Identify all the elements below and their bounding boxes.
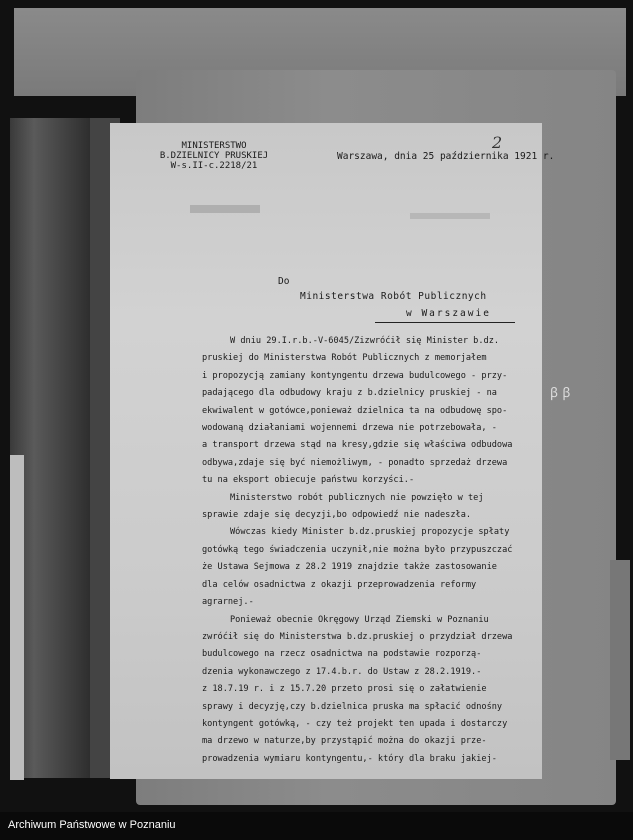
letter-body xyxy=(202,333,532,768)
address-recipient: Ministerstwa Robót Publicznych xyxy=(300,291,487,302)
body-line: gotówką tego świadczenia uczynił,nie można było przypuszczać xyxy=(202,544,513,555)
address-city: w Warszawie xyxy=(406,308,491,319)
body-line: pruskiej do Ministerstwa Robót Publicznych z memorjałem xyxy=(202,353,487,364)
body-line: odbywa,zdaje się być niemożliwym, - ponadto sprzedaż drzewa xyxy=(202,457,508,468)
body-line: dzenia wykonawczego z 17.4.b.r. do Ustaw z 28.2.1919.- xyxy=(202,666,482,677)
body-line: Ministerstwo robót publicznych nie powzięło w tej xyxy=(230,492,484,503)
faint-mark xyxy=(410,213,490,219)
body-line: budulcowego na rzecz osadnictwa na podstawie rozporzą- xyxy=(202,649,482,660)
body-line: a transport drzewa stąd na kresy,gdzie się właściwa odbudowa xyxy=(202,440,513,451)
archive-footer xyxy=(0,812,633,840)
left-paper-edge xyxy=(10,455,24,780)
body-line: zwróćił się do Ministerstwa b.dz.pruskiej o przydział drzewa xyxy=(202,631,513,642)
letterhead xyxy=(158,141,270,171)
body-line: prowadzenia wymiaru kontyngentu,- który dla braku jakiej- xyxy=(202,753,497,764)
body-line: kontyngent gotówką, - czy też projekt ten upada i dostarczy xyxy=(202,718,508,729)
right-paper-edge xyxy=(610,560,630,760)
margin-annotation-mark: ꞵ ꞵ xyxy=(550,386,571,401)
body-line: sprawie zdaje się decyzji,bo odpowiedź nie nadeszła. xyxy=(202,510,472,521)
body-line: sprawy i decyzję,czy b.dzielnica pruska ma spłacić odnośny xyxy=(202,701,503,712)
body-line: tu na eksport obiecuje państwu korzyści.- xyxy=(202,475,415,486)
page-number: 2 xyxy=(492,133,503,152)
body-line: i propozycją zamiany kontyngentu drzewa budulcowego - przy- xyxy=(202,370,508,381)
body-line: Wówczas kiedy Minister b.dz.pruskiej propozycje spłaty xyxy=(230,527,510,538)
place-and-date: Warszawa, dnia 25 października 1921 r. xyxy=(337,151,555,162)
address-to: Do xyxy=(278,276,290,287)
body-line: W dniu 29.I.r.b.-V-6045/Zizwróćił się Minister b.dz. xyxy=(230,336,500,346)
letterhead-line-1: MINISTERSTWO xyxy=(181,141,247,151)
letterhead-line-3: W-s.II-c.2218/21 xyxy=(170,161,258,171)
body-line: ma drzewo w naturze,by przystąpić można do okazji prze- xyxy=(202,736,487,747)
body-line: agrarnej.- xyxy=(202,597,254,608)
letterhead-line-2: B.DZIELNICY PRUSKIEJ xyxy=(159,151,269,161)
body-line: padającego dla odbudowy kraju z b.dzielnicy pruskiej - na xyxy=(202,388,497,399)
body-line: ekwiwalent w gotówce,ponieważ dzielnica ta na odbudowę spo- xyxy=(202,405,508,416)
body-line: że Ustawa Sejmowa z 28.2 1919 znajdzie także zastosowanie xyxy=(202,562,497,573)
body-line: z 18.7.19 r. i z 15.7.20 przeto prosi się o załatwienie xyxy=(202,684,487,695)
archive-name: Archiwum Państwowe w Poznaniu xyxy=(8,819,176,831)
body-line: wodowaną działaniami wojennemi drzewa nie potrzebowała, - xyxy=(202,423,497,434)
body-line: Ponieważ obecnie Okręgowy Urząd Ziemski w Poznaniu xyxy=(230,614,489,625)
document-page xyxy=(110,123,555,779)
address-underline xyxy=(375,322,515,323)
faint-stamp xyxy=(190,205,260,213)
body-line: dla celów osadnictwa z okazji przeprowadzenia reformy xyxy=(202,579,477,590)
